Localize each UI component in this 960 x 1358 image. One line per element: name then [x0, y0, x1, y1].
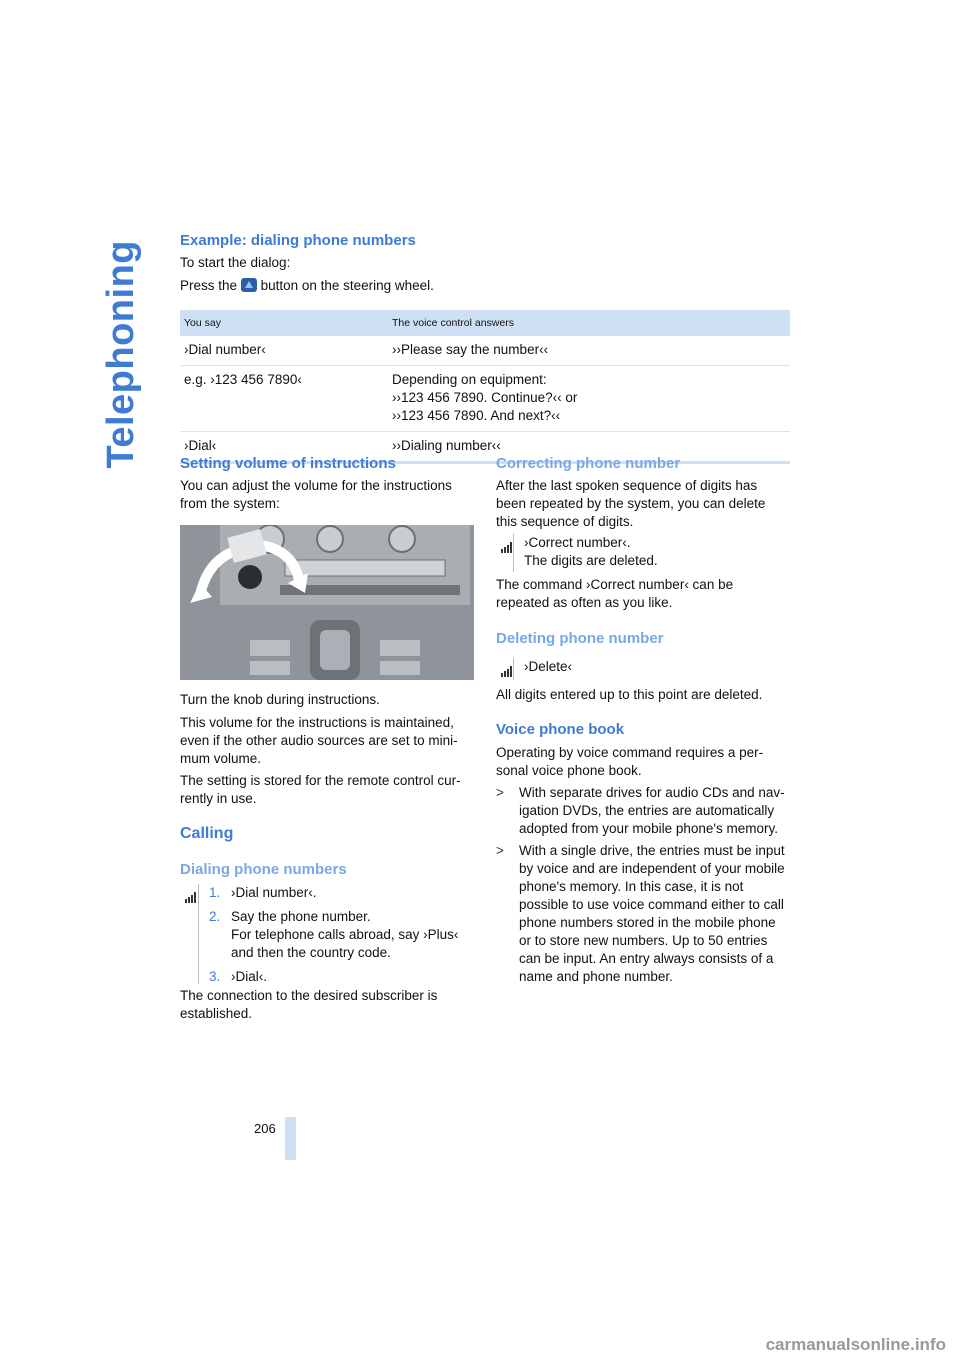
step-number: 3.: [209, 969, 221, 984]
table-row: [180, 336, 790, 366]
step-text: and then the country code.: [231, 945, 391, 960]
step-text: Say the phone number.: [231, 909, 371, 924]
answer-line: ››123 456 7890. Continue?‹‹ or: [392, 390, 578, 405]
answer-line: Depending on equipment:: [392, 372, 547, 387]
answer-line: ››123 456 7890. And next?‹‹: [392, 408, 561, 423]
calling-after: The connection to the desired subscriber is established.: [180, 988, 438, 1021]
answer-line: ››Dialing number‹‹: [392, 438, 501, 453]
correct-command-box: [513, 534, 794, 572]
delete-command-box: [513, 658, 794, 680]
delete-command: ›Delete‹: [524, 659, 573, 674]
step-text: For telephone calls abroad, say ›Plus‹: [231, 927, 459, 942]
example-intro: To start the dialog:: [180, 255, 291, 270]
volume-text-1: You can adjust the volume for the instructions from the system:: [180, 478, 452, 511]
correct-command-result: The digits are deleted.: [524, 553, 658, 568]
press-prefix: Press the: [180, 278, 238, 293]
console-illustration: [180, 525, 474, 680]
table-cell-say: ›Dial number‹: [180, 336, 388, 366]
correct-command: ›Correct number‹.: [524, 535, 631, 550]
voice-command-icon: [500, 540, 514, 554]
list-item: [496, 784, 790, 838]
page-number: 206: [254, 1121, 276, 1136]
delete-heading: Deleting phone number: [496, 630, 664, 647]
step-item: [209, 968, 489, 986]
table-cell-answer: [388, 366, 790, 432]
step-item: [209, 884, 489, 902]
volume-text-3: This volume for the instructions is maintained, even if the other audio sources are set to mini-mum volume.: [180, 715, 458, 766]
calling-heading: Calling: [180, 825, 234, 842]
step-number: 1.: [209, 885, 221, 900]
table-cell-answer: [388, 336, 790, 366]
correct-text: After the last spoken sequence of digits has been repeated by the system, you can delete this sequence of digits.: [496, 478, 766, 529]
step-number: 2.: [209, 909, 221, 924]
table-header-answers: The voice control answers: [388, 310, 790, 336]
voice-command-icon: [184, 890, 198, 904]
table-cell-say: ›Dial‹: [180, 432, 388, 463]
volume-text-4: The setting is stored for the remote control cur-rently in use.: [180, 773, 461, 806]
page-tab-marker: [285, 1117, 296, 1160]
example-heading: Example: dialing phone numbers: [180, 232, 416, 249]
voice-command-icon: [500, 664, 514, 678]
voice-button-icon: [241, 278, 257, 292]
delete-after: All digits entered up to this point are deleted.: [496, 687, 763, 702]
calling-subheading: Dialing phone numbers: [180, 861, 347, 878]
press-suffix: button on the steering wheel.: [260, 278, 434, 293]
correct-heading: Correcting phone number: [496, 455, 681, 472]
bullet-mark: >: [496, 843, 504, 858]
table-row: [180, 366, 790, 432]
voice-command-table: [180, 310, 790, 464]
bullet-text: With separate drives for audio CDs and nav-igation DVDs, the entries are automatically adopted from your mobile phone's memory.: [519, 785, 785, 836]
table-header-you-say: You say: [180, 310, 388, 336]
sidebar-title: Telephoning: [100, 240, 142, 469]
console-photo: [180, 525, 474, 680]
volume-heading: Setting volume of instructions: [180, 455, 396, 472]
step-text: ›Dial number‹.: [231, 885, 317, 900]
phonebook-text: Operating by voice command requires a per-sonal voice phone book.: [496, 745, 764, 778]
bullet-text: With a single drive, the entries must be input by voice and are independent of your mobile phone's memory. In this case, it is not possible to use voice command either to call phone numbers stored in the mobile phone or to store new numbers. Up to 50 entries can be input. An entry always consists of a name and phone number.: [519, 843, 785, 984]
step-item: [209, 908, 489, 962]
answer-line: ››Please say the number‹‹: [392, 342, 549, 357]
example-press-line: [180, 277, 434, 295]
table-cell-say: e.g. ›123 456 7890‹: [180, 366, 388, 432]
list-item: [496, 842, 790, 986]
watermark: carmanualsonline.info: [765, 1335, 946, 1354]
correct-after: The command ›Correct number‹ can be repeated as often as you like.: [496, 577, 734, 610]
phonebook-heading: Voice phone book: [496, 721, 625, 738]
step-text: ›Dial‹.: [231, 969, 267, 984]
calling-steps: [198, 884, 489, 984]
bullet-mark: >: [496, 785, 504, 800]
volume-text-2: Turn the knob during instructions.: [180, 692, 380, 707]
